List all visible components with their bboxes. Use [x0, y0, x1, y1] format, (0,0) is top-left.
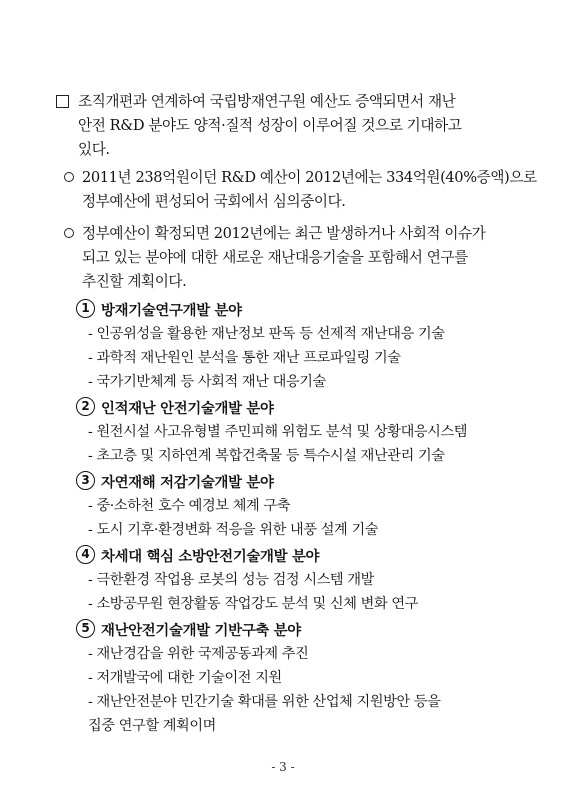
- intro-line: 조직개편과 연계하여 국립방재연구원 예산도 증액되면서 재난: [78, 93, 456, 110]
- section-title: 재난안전기술개발 기반구축 분야: [101, 623, 301, 639]
- section-item: - 과학적 재난원인 분석을 통한 재난 프로파일링 기술: [88, 350, 401, 366]
- bullet-line: 추진할 계획이다.: [82, 273, 187, 290]
- intro-paragraph: [50, 90, 540, 160]
- section-item: - 도시 기후·환경변화 적응을 위한 내풍 설계 기술: [88, 522, 379, 538]
- section-number-badge: 2: [76, 397, 95, 416]
- section-number-badge: 1: [76, 299, 95, 318]
- bullet-line: 정부예산에 편성되어 국회에서 심의중이다.: [82, 193, 346, 210]
- circle-bullet-icon: [64, 228, 74, 238]
- section-item: - 국가기반체계 등 사회적 재난 대응기술: [88, 374, 326, 390]
- section-item: - 저개발국에 대한 기술이전 지원: [88, 670, 282, 686]
- section-item: - 극한환경 작업용 로봇의 성능 검정 시스템 개발: [88, 572, 374, 588]
- circle-bullet-icon: [64, 172, 74, 182]
- bullet-line: 정부예산이 확정되면 2012년에는 최근 발생하거나 사회적 이슈가: [82, 225, 486, 242]
- page-number: - 3 -: [271, 760, 295, 774]
- bullet-line: 되고 있는 분야에 대한 새로운 재난대응기술을 포함해서 연구를: [82, 249, 468, 266]
- section-title: 방재기술연구개발 분야: [101, 303, 242, 319]
- section-item: - 인공위성을 활용한 재난정보 판독 등 선제적 재난대응 기술: [88, 326, 445, 342]
- section-item: - 재난안전분야 민간기술 확대를 위한 산업체 지원방안 등을: [88, 694, 441, 710]
- section-number-badge: 4: [76, 545, 95, 564]
- intro-line: 있다.: [78, 141, 110, 158]
- square-bullet-icon: [56, 95, 69, 108]
- section-item: - 초고층 및 지하연계 복합건축물 등 특수시설 재난관리 기술: [88, 448, 445, 464]
- section-title: 자연재해 저감기술개발 분야: [101, 475, 274, 491]
- bullet-plan: [62, 222, 532, 292]
- bullet-budget: [62, 166, 537, 212]
- section-item: - 원전시설 사고유형별 주민피해 위험도 분석 및 상황대응시스템: [88, 424, 468, 440]
- section-item: - 소방공무원 현장활동 작업강도 분석 및 신체 변화 연구: [88, 596, 418, 612]
- section-title: 인적재난 안전기술개발 분야: [101, 401, 274, 417]
- section-item: - 재난경감을 위한 국제공동과제 추진: [88, 646, 309, 662]
- section-item: 집중 연구할 계획이며: [88, 718, 216, 734]
- section-number-badge: 5: [76, 619, 95, 638]
- bullet-line: 2011년 238억원이던 R&D 예산이 2012년에는 334억원(40%증액)으로: [82, 169, 537, 186]
- section-title: 차세대 핵심 소방안전기술개발 분야: [101, 549, 320, 565]
- section-item: - 중·소하천 호수 예경보 체계 구축: [88, 498, 291, 514]
- intro-line: 안전 R&D 분야도 양적·질적 성장이 이루어질 것으로 기대하고: [78, 117, 462, 134]
- section-number-badge: 3: [76, 471, 95, 490]
